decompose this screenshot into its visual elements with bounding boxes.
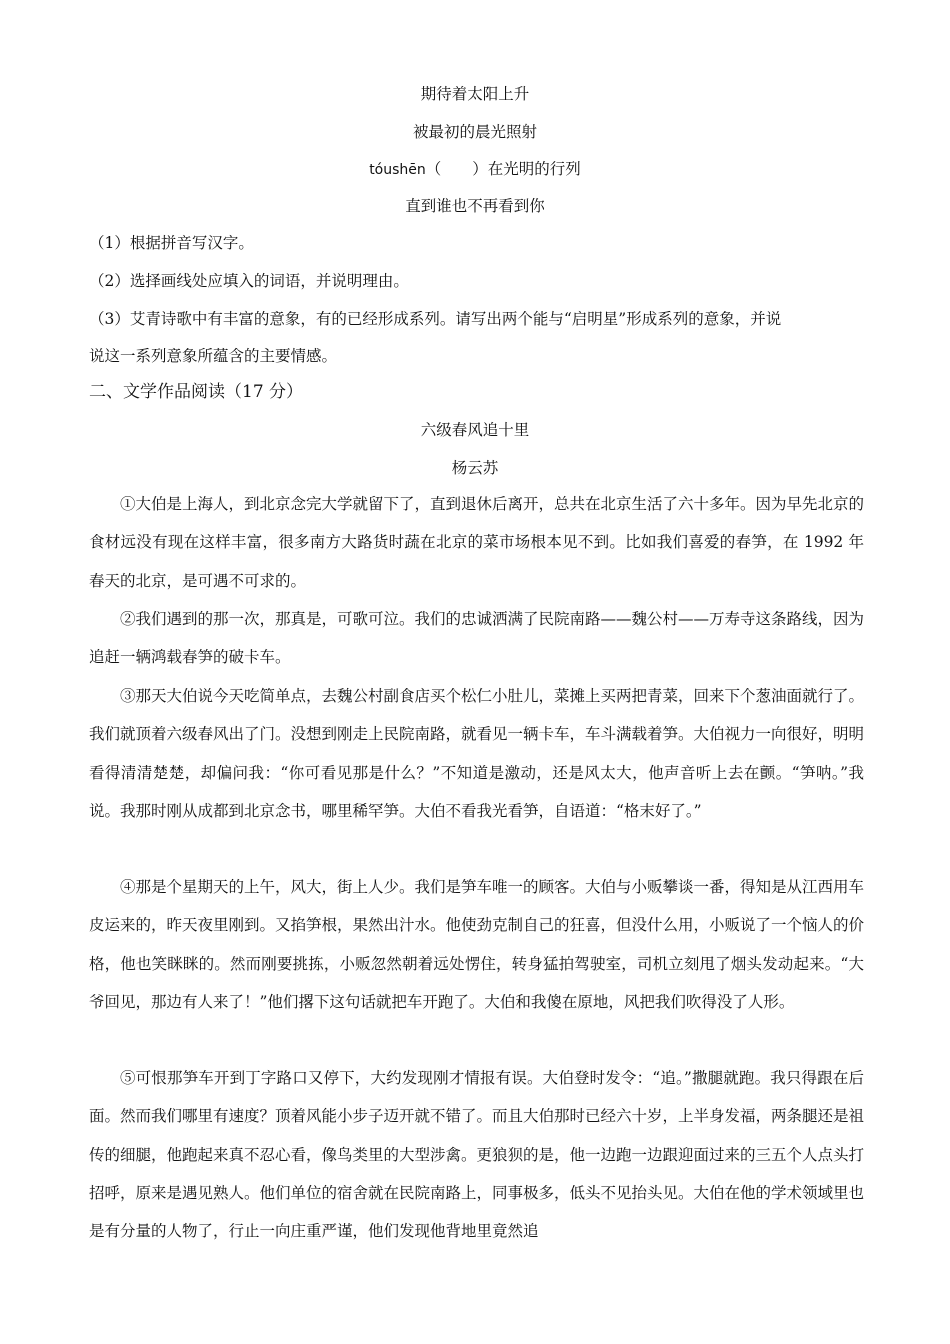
question-3-line-2: 说这一系列意象所蕴含的主要情感。 [89,347,338,365]
poem-line-3 [0,159,950,180]
poem-line-2: 被最初的晨光照射 [412,123,537,141]
paragraph-1: ①大伯是上海人，到北京念完大学就留下了，直到退休后离开，总共在北京生活了六十多年。因为早先北京的食材远没有现在这样丰富，很多南方大路货时蔬在北京的菜市场根本见不到。比如我们喜爱的春笋，在 1992 年春天的北京，是可遇不可求的。 [89,495,865,590]
paragraph-4: ④那是个星期天的上午，风大，街上人少。我们是笋车唯一的顾客。大伯与小贩攀谈一番，得知是从江西用车皮运来的，昨天夜里刚到。又掐笋根，果然出汁水。他使劲克制自己的狂喜，但没什么用，小贩说了一个恼人的价格，他也笑眯眯的。然而刚要挑拣，小贩忽然朝着远处愣住，转身猛拍驾驶室，司机立刻甩了烟头发动起来。“大爷回见，那边有人来了！”他们撂下这句话就把车开跑了。大伯和我傻在原地，风把我们吹得没了人形。 [89,878,865,1011]
section-heading: 二、文学作品阅读（17 分） [89,382,304,402]
poem-line-4: 直到谁也不再看到你 [405,197,545,215]
paragraph-2: ②我们遇到的那一次，那真是，可歌可泣。我们的忠诚洒满了民院南路——魏公村——万寿寺这条路线，因为追赶一辆鸿载春笋的破卡车。 [89,610,865,667]
paragraph-3: ③那天大伯说今天吃简单点，去魏公村副食店买个松仁小肚儿，菜摊上买两把青菜，回来下个葱油面就行了。我们就顶着六级春风出了门。没想到刚走上民院南路，就看见一辆卡车，车斗满载着笋。大伯视力一向很好，明明看得清清楚楚，却偏问我：“你可看见那是什么？”不知道是激动，还是风太大，他声音听上去在颤。“笋呐。”我说。我那时刚从成都到北京念书，哪里稀罕笋。大伯不看我光看笋，自语道：“格末好了。” [89,687,865,820]
poem-line-1: 期待着太阳上升 [420,85,530,103]
question-3-line-1: （3）艾青诗歌中有丰富的意象，有的已经形成系列。请写出两个能与“启明星”形成系列的意象，并说 [89,310,782,328]
pinyin-blank-prompt: tóushēn [369,162,426,178]
article-title: 六级春风追十里 [420,421,530,439]
paragraph-5: ⑤可恨那笋车开到丁字路口又停下，大约发现刚才情报有误。大伯登时发令：“追。”撒腿就跑。我只得跟在后面。然而我们哪里有速度？顶着风能小步子迈开就不错了。而且大伯那时已经六十岁，上半身发福，两条腿还是祖传的细腿，他跑起来真不忍心看，像鸟类里的大型涉禽。更狼狈的是，他一边跑一边跟迎面过来的三五个人点头打招呼，原来是遇见熟人。他们单位的宿舍就在民院南路上，同事极多，低头不见抬头见。大伯在他的学术领域里也是有分量的人物了，行止一向庄重严谨，他们发现他背地里竟然追 [89,1069,865,1241]
article-author: 杨云苏 [451,459,499,477]
question-1: （1）根据拼音写汉字。 [89,234,254,252]
question-2: （2）选择画线处应填入的词语，并说明理由。 [89,272,409,290]
poem-line-3-text: （ ）在光明的行列 [425,160,581,178]
